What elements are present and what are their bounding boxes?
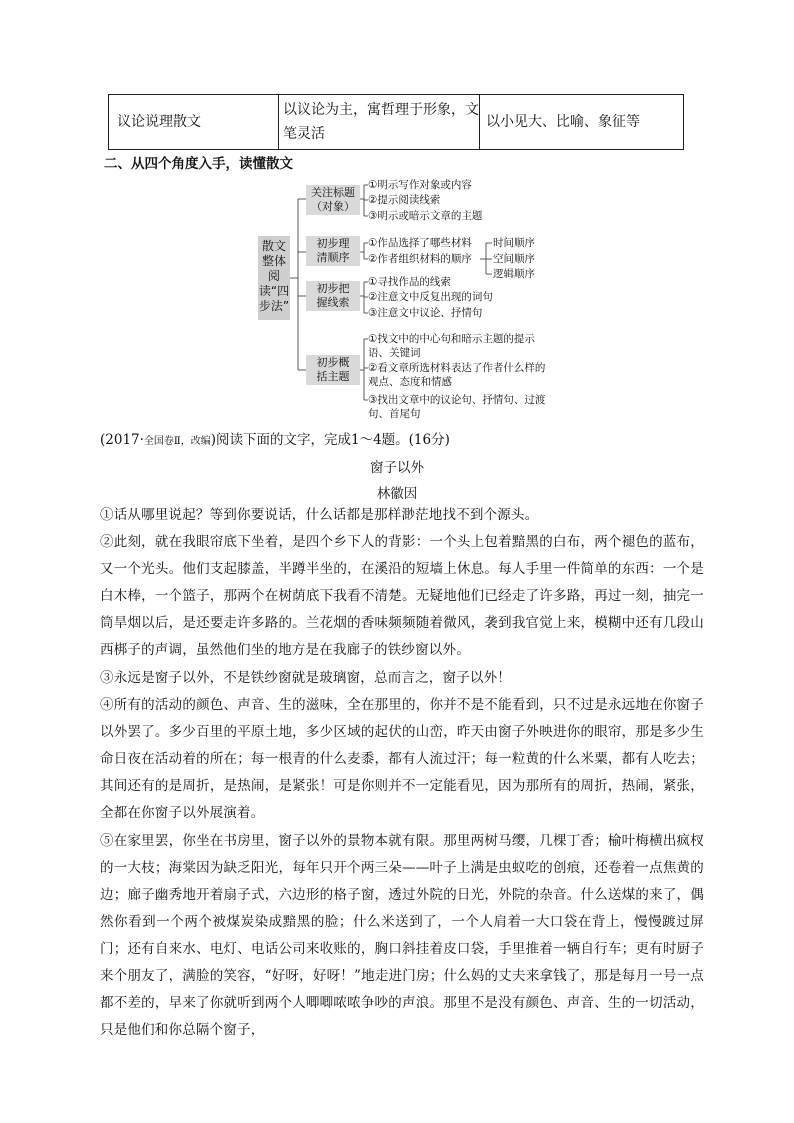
diagram-item: ③明示或暗示文章的主题 [368,210,483,222]
diagram-item: ②看文章所选材料表达了作者什么样的观点、态度和情感 [368,362,546,388]
diagram-item: ③找出文章中的议论句、抒情句、过渡句、首尾句 [368,394,546,420]
table-cell-type: 议论说理散文 [109,95,279,149]
question-intro [100,428,450,448]
diagram-item: ①明示写作对象或内容 [368,179,472,191]
paragraph-2: ②此刻，就在我眼帘底下坐着，是四个乡下人的背影：一个头上包着黯黑的白布，两个褪色的蓝布，又一个光头。他们支起膝盖，半蹲半坐的，在溪沿的短墙上休息。每人手里一件简单的东西：一个是白木棒，一个篮子，那两个在树荫底下我看不清楚。无疑地他们已经走了许多路，再过一刻，抽完一筒旱烟以后，是还要走许多路的。兰花烟的香味频频随着微风，袭到我官觉上来，模糊中还有几段山西梆子的声调，虽然他们坐的地方是在我廊子的铁纱窗以外。 [100,534,704,658]
diagram-item: ①寻找作品的线索 [368,276,451,288]
diagram-branch-title: 关注标题（对象） [306,185,360,215]
paragraph-1: ①话从哪里说起？等到你要说话，什么话都是那样渺茫地找不到个源头。 [100,507,539,523]
diagram-item: ②作者组织材料的顺序 [368,253,472,265]
intro-open: (2017· [100,432,144,448]
diagram-root-box: 散文整体阅读“四步法” [258,236,290,320]
table-cell-techniques: 以小见大、比喻、象征等 [486,114,640,130]
paragraph-4: ④所有的活动的颜色、声音、生的滋味，全在那里的，你并不是不能看到，只不过是永远地在你窗子以外罢了。多少百里的平原土地，多少区域的起伏的山峦，昨天由窗子外映进你的眼帘，那是多少生命日夜在活动着的所在；每一根青的什么麦黍，都有人流过汗；每一粒黄的什么米粟，都有人吃去；其间还有的是周折，是热闹，是紧张！可是你则并不一定能看见，因为那所有的周折，热闹，紧张，全都在你窗子以外展演着。 [100,697,704,821]
comparison-table-row [108,94,684,150]
section-heading: 二、从四个角度入手，读懂散文 [104,156,293,172]
paragraph-3: ③永远是窗子以外，不是铁纱窗就是玻璃窗，总而言之，窗子以外！ [100,670,511,686]
diagram-item: ③注意文中议论、抒情句 [368,307,483,319]
diagram-item: ②提示阅读线索 [368,194,441,206]
intro-source: 全国卷Ⅱ，改编 [143,436,211,447]
diagram-item: ②注意文中反复出现的词句 [368,291,493,303]
table-cell-features: 以议论为主，寓哲理于形象，文笔灵活 [279,95,480,149]
diagram-subitem: 空间顺序 [493,253,535,265]
paragraph-5: ⑤在家里罢，你坐在书房里，窗子以外的景物本就有限。那里两树马缨，几棵丁香；榆叶梅横出疯杈的一大枝；海棠因为缺乏阳光，每年只开个两三朵——叶子上满是虫蚁吃的创痕，还卷着一点焦黄的边；廊子幽秀地开着扇子式，六边形的格子窗，透过外院的日光，外院的杂音。什么送煤的来了，偶然你看到一个两个被煤炭染成黯黑的脸；什么米送到了，一个人肩着一大口袋在背上，慢慢踱过屏门；还有自来水、电灯、电话公司来收账的，胸口斜挂着皮口袋，手里推着一辆自行车；更有时厨子来个朋友了，满脸的笑容，“好呀，好呀！”地走进门房；什么妈的丈夫来拿钱了，那是每月一号一点都不差的，早来了你就听到两个人唧唧哝哝争吵的声浪。那里不是没有颜色、声音、生的一切活动，只是他们和你总隔个窗子， [100,833,704,1038]
passage-title: 窗子以外 [370,460,424,476]
diagram-subitem: 逻辑顺序 [493,268,535,280]
diagram-branch-theme: 初步概括主题 [306,355,360,385]
diagram-item: ①作品选择了哪些材料 [368,237,472,249]
intro-rest: )阅读下面的文字，完成1～4题。(16分) [210,432,450,448]
diagram-item: ①找文中的中心句和暗示主题的提示语、关键词 [368,333,535,359]
diagram-branch-clue: 初步把握线索 [306,281,360,311]
passage-author: 林徽因 [376,486,418,502]
diagram-branch-order: 初步理清顺序 [306,236,360,266]
diagram-subitem: 时间顺序 [493,237,535,249]
